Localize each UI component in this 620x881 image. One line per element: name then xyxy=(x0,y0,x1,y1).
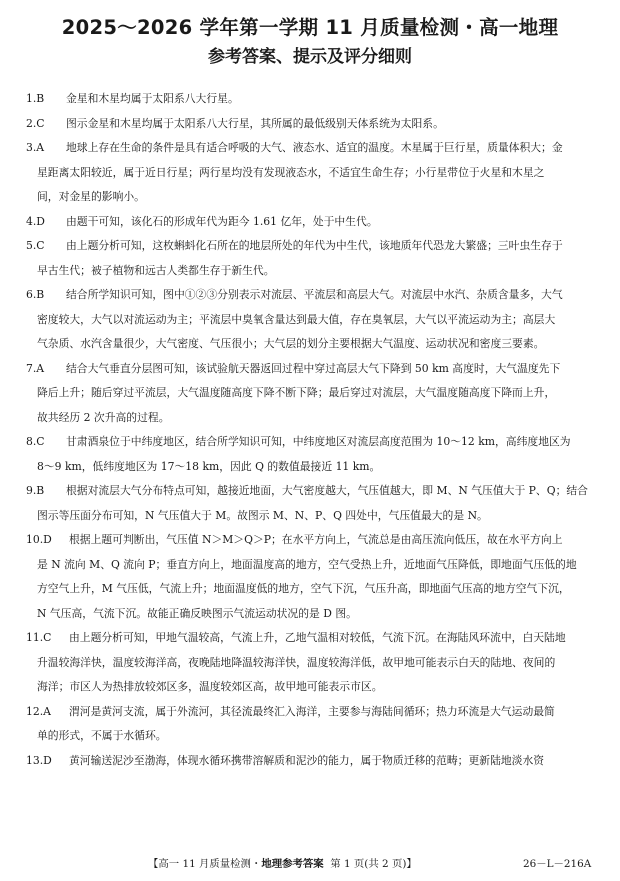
answer-line xyxy=(26,479,596,504)
answer-text: 由题干可知，该化石的形成年代为距今 1.61 亿年，处于中生代。 xyxy=(66,214,378,228)
answer-number: 13.D xyxy=(26,753,52,767)
answer-text: N 气压高，气流下沉。故能正确反映图示气流运动状况的是 D 图。 xyxy=(37,606,357,620)
footer-code: 26－L－216A xyxy=(523,858,592,870)
answer-number: 12.A xyxy=(26,704,51,718)
answer-text: 降后上升；随后穿过平流层，大气温度随高度下降不断下降；最后穿过对流层，大气温度随高度下降而上升， xyxy=(37,386,556,399)
answer-line xyxy=(26,577,596,602)
answer-line xyxy=(26,553,596,578)
answer-number: 2.C xyxy=(26,116,45,130)
answer-item xyxy=(26,87,596,112)
answer-text: 由上题分析可知，这枚蝌蚪化石所在的地层所处的年代为中生代，该地质年代恐龙大繁盛；三叶虫生存于 xyxy=(66,239,563,252)
answer-number: 4.D xyxy=(26,214,45,228)
answer-line xyxy=(26,283,596,308)
answer-line xyxy=(26,161,596,186)
answer-text: 升温较海洋快，温度较海洋高，夜晚陆地降温较海洋快，温度较海洋低，故甲地可能表示白天的陆地、夜间的 xyxy=(37,655,556,669)
answer-item xyxy=(26,210,596,235)
answer-line xyxy=(26,675,596,700)
answer-text: 气杂质、水汽含量很少，大气密度、气压很小；大气层的划分主要根据大气温度、运动状况和密度三要素。 xyxy=(37,337,545,350)
footer-right-bracket: 】 xyxy=(406,858,417,870)
answer-number: 5.C xyxy=(26,239,45,252)
page-title: 2025～2026 学年第一学期 11 月质量检测・高一地理 xyxy=(61,16,559,39)
answer-item xyxy=(26,626,596,700)
answer-text: 渭河是黄河支流，属于外流河，其径流最终汇入海洋，主要参与海陆间循环；热力环流是大气运动最简 xyxy=(69,704,555,718)
answer-line xyxy=(26,136,596,161)
answer-text: 甘肃酒泉位于中纬度地区，结合所学知识可知，中纬度地区对流层高度范围为 10～12 km，高纬度地区为 xyxy=(66,435,571,448)
answer-line xyxy=(26,528,596,553)
answer-text: 地球上存在生命的条件是具有适合呼吸的大气、液态水、适宜的温度。木星属于巨行星，质量体积大；金 xyxy=(66,141,563,154)
answer-item xyxy=(26,234,596,283)
answer-item xyxy=(26,430,596,479)
answer-number: 9.B xyxy=(26,484,45,497)
answer-number: 1.B xyxy=(26,92,45,105)
answer-line xyxy=(26,234,596,259)
answer-text: 黄河输送泥沙至渤海，体现水循环携带溶解质和泥沙的能力，属于物质迁移的范畴；更新陆地淡水资 xyxy=(69,753,545,767)
answer-number: 11.C xyxy=(26,631,52,644)
answer-text: 金星和木星均属于太阳系八大行星。 xyxy=(66,92,239,105)
answer-number: 7.A xyxy=(26,361,45,375)
answer-line xyxy=(26,185,596,210)
answer-item xyxy=(26,112,596,137)
answer-line xyxy=(26,210,596,235)
answer-text: 间，对金星的影响小。 xyxy=(37,190,145,203)
answer-line xyxy=(26,381,596,406)
answer-line xyxy=(26,602,596,627)
answer-item xyxy=(26,749,596,774)
footer-center xyxy=(148,855,417,870)
answer-item xyxy=(26,700,596,749)
answer-line xyxy=(26,112,596,137)
answer-line xyxy=(26,455,596,480)
answer-text: 图示金星和木星均属于太阳系八大行星，其所属的最低级别天体系统为太阳系。 xyxy=(66,116,444,130)
answer-text: 根据对流层大气分布特点可知，越接近地面，大气密度越大，气压值越大，即 M、N 气压值大于 P、Q；结合 xyxy=(66,484,588,497)
answer-line xyxy=(26,749,596,774)
answer-text: 单的形式，不属于水循环。 xyxy=(37,729,167,742)
answer-line xyxy=(26,700,596,725)
footer-subject: 地理参考答案 xyxy=(261,858,324,870)
answer-item xyxy=(26,283,596,357)
answer-text: 8～9 km，低纬度地区为 17～18 km，因此 Q 的数值最接近 11 km。 xyxy=(37,459,381,473)
answer-text: 由上题分析可知，甲地气温较高，气流上升，乙地气温相对较低，气流下沉。在海陆风环流中，白天陆地 xyxy=(69,631,566,644)
answer-item xyxy=(26,136,596,210)
footer-left-bracket: 【 xyxy=(148,858,159,870)
answer-text: 结合大气垂直分层图可知，该试验航天器返回过程中穿过高层大气下降到 50 km 高度时，大气温度先下 xyxy=(66,361,561,375)
answer-line xyxy=(26,87,596,112)
answer-text: 海洋；市区人为热排放较郊区多，温度较郊区高，故甲地可能表示市区。 xyxy=(37,680,383,693)
answer-number: 6.B xyxy=(26,288,45,301)
answer-line xyxy=(26,626,596,651)
answer-line xyxy=(26,308,596,333)
answer-number: 10.D xyxy=(26,533,52,546)
answer-line xyxy=(26,332,596,357)
answer-text: 星距离太阳较近，属于近日行星；两行星均没有发现液态水，不适宜生命生存；小行星带位于火星和木星之 xyxy=(37,165,545,179)
answer-text: 方空气上升，M 气压低，气流上升；地面温度低的地方，空气下沉，气压升高，即地面气压高的地方空气下沉， xyxy=(37,582,570,595)
answer-number: 8.C xyxy=(26,435,45,448)
answer-text: 根据上题可判断出，气压值 N＞M＞Q＞P；在水平方向上，气流总是由高压流向低压，故在水平方向上 xyxy=(69,533,563,546)
footer-page: 第 1 页(共 2 页) xyxy=(330,858,407,870)
answer-line xyxy=(26,259,596,284)
answer-item xyxy=(26,357,596,431)
answer-line xyxy=(26,430,596,455)
answer-item xyxy=(26,528,596,626)
answer-text: 结合所学知识可知，图中①②③分别表示对流层、平流层和高层大气。对流层中水汽、杂质含量多，大气 xyxy=(66,288,563,301)
answer-text: 图示等压面分布可知，N 气压值大于 M。故图示 M、N、P、Q 四处中，气压值最大的是 N。 xyxy=(37,508,488,522)
answer-line xyxy=(26,357,596,382)
answer-line xyxy=(26,724,596,749)
answer-text: 是 N 流向 M、Q 流向 P；垂直方向上，地面温度高的地方，空气受热上升，近地面气压降低，即地面气压低的地 xyxy=(37,557,577,571)
answer-line xyxy=(26,504,596,529)
footer-grade: 高一 11 月质量检测・ xyxy=(158,858,262,870)
answer-list xyxy=(26,87,596,773)
answer-line xyxy=(26,651,596,676)
answer-text: 故共经历 2 次升高的过程。 xyxy=(37,410,170,424)
answer-text: 密度较大，大气以对流运动为主；平流层中臭氧含量达到最大值，存在臭氧层，大气以平流运动为主；高层大 xyxy=(37,312,556,326)
answer-text: 早古生代；被子植物和远古人类都生存于新生代。 xyxy=(37,263,275,277)
page-subtitle: 参考答案、提示及评分细则 xyxy=(208,47,412,67)
answer-line xyxy=(26,406,596,431)
answer-number: 3.A xyxy=(26,141,45,154)
answer-item xyxy=(26,479,596,528)
